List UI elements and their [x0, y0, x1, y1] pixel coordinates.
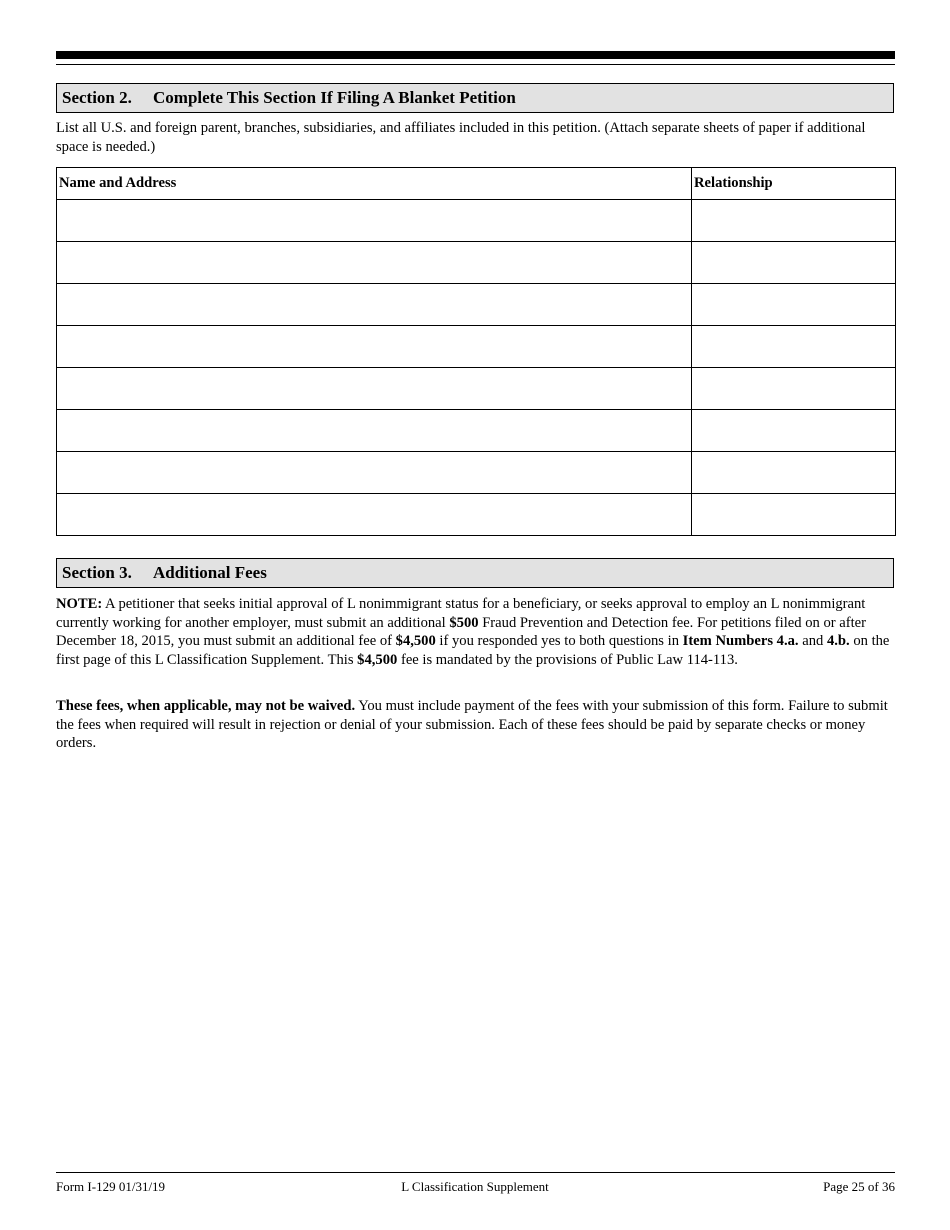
waiver-bold-text: These fees, when applicable, may not be waived. [56, 698, 356, 714]
footer-rule [56, 1172, 895, 1173]
column-header-relationship: Relationship [692, 168, 896, 200]
blanket-petition-entities-table [56, 167, 896, 536]
table-row [57, 326, 896, 368]
relationship-field[interactable] [692, 326, 895, 367]
note-text-5: on the first page of this L Classification Supplement. This [56, 633, 890, 668]
waiver-text: You must include payment of the fees with your submission of this form. Failure to submit the fees when required will result in rejection or denial of your submission. Each of these fees should be paid by separate checks or money orders. [56, 698, 888, 751]
name-address-field[interactable] [57, 368, 691, 409]
section-2-instructions: List all U.S. and foreign parent, branches, subsidiaries, and affiliates included in this petition. (Attach separate sheets of paper if additional space is needed.) [56, 120, 866, 155]
top-rule-thick [56, 51, 895, 59]
note-text-1: A petitioner that seeks initial approval of L nonimmigrant status for a beneficiary, or seeks approval to employ an L nonimmigrant currently working for another employer, must submit an additional [56, 596, 866, 631]
footer-title: L Classification Supplement [401, 1179, 549, 1194]
table-row [57, 200, 896, 242]
name-address-field[interactable] [57, 410, 691, 451]
fee-waiver-paragraph [56, 697, 896, 753]
top-rule-thin [56, 64, 895, 65]
section-2-number: Section 2. [62, 88, 132, 107]
relationship-field[interactable] [692, 452, 895, 493]
table-header-row [57, 168, 896, 200]
column-header-name-address: Name and Address [57, 168, 692, 200]
fee-500: $500 [449, 614, 479, 631]
name-address-field[interactable] [57, 452, 691, 493]
table-row [57, 452, 896, 494]
fee-note-paragraph [56, 595, 896, 669]
section-3-number: Section 3. [62, 563, 132, 582]
section-2-title: Complete This Section If Filing A Blanket Petition [153, 88, 516, 107]
note-text-3: if you responded yes to both questions in [435, 633, 683, 649]
fee-4500-mandated: $4,500 [357, 651, 398, 668]
name-address-field[interactable] [57, 242, 691, 283]
table-row [57, 242, 896, 284]
note-text-2: Fraud Prevention and Detection fee. For petitions filed on or after December 18, 2015, you must submit an additional fee of [56, 614, 866, 649]
name-address-field[interactable] [57, 200, 691, 241]
table-row [57, 284, 896, 326]
relationship-field[interactable] [692, 368, 895, 409]
table-row [57, 494, 896, 536]
name-address-field[interactable] [57, 284, 691, 325]
section-3-header [56, 558, 894, 588]
relationship-field[interactable] [692, 242, 895, 283]
note-label: NOTE: [56, 596, 103, 612]
relationship-field[interactable] [692, 284, 895, 325]
table-row [57, 368, 896, 410]
section-3-title: Additional Fees [153, 563, 267, 582]
name-address-field[interactable] [57, 494, 691, 535]
section-2-header [56, 83, 894, 113]
note-text-6: fee is mandated by the provisions of Public Law 114-113. [397, 651, 738, 668]
note-text-4: and [798, 633, 827, 649]
table-row [57, 410, 896, 452]
fee-4500: $4,500 [395, 633, 436, 649]
item-number-4b: 4.b. [826, 633, 850, 649]
relationship-field[interactable] [692, 494, 895, 535]
relationship-field[interactable] [692, 410, 895, 451]
name-address-field[interactable] [57, 326, 691, 367]
footer-form-id: Form I-129 01/31/19 [56, 1179, 166, 1194]
item-numbers-4a: Item Numbers 4.a. [682, 633, 799, 649]
relationship-field[interactable] [692, 200, 895, 241]
footer-page-number: Page 25 of 36 [823, 1179, 895, 1194]
